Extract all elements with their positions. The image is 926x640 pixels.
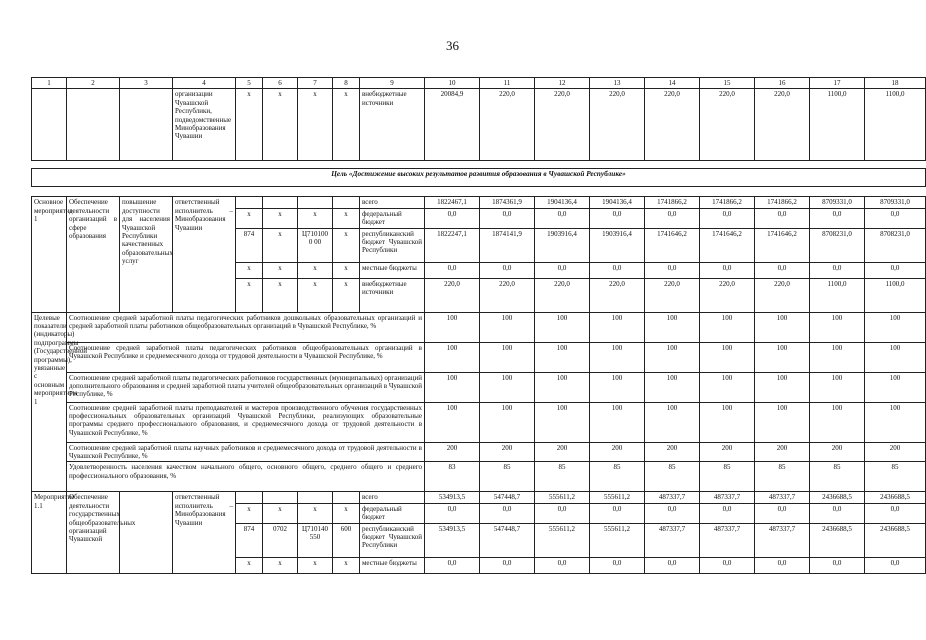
value-cell: 487337,7 <box>645 492 700 503</box>
code-cell: 0702 <box>263 523 298 557</box>
value-cell: 220,0 <box>535 278 590 312</box>
header-row <box>32 78 926 89</box>
indicator-text: Удовлетворенность населения качеством начального общего, основного общего, среднего общего и среднего профессионального образования, % <box>67 462 425 492</box>
goal-heading: Цель «Достижение высоких результатов развития образования в Чувашской Республике» <box>32 169 926 187</box>
value-cell: 555611,2 <box>590 523 645 557</box>
value-cell: 100 <box>700 372 755 402</box>
empty-cell <box>32 89 67 161</box>
value-cell: 1741646,2 <box>645 228 700 262</box>
code-cell: 600 <box>333 523 360 557</box>
indicator-row <box>32 312 926 342</box>
code-cell: x <box>263 89 298 161</box>
value-cell: 100 <box>645 402 700 442</box>
code-cell: x <box>263 557 298 573</box>
code-cell: 874 <box>236 228 263 262</box>
header-cell: 7 <box>298 78 333 89</box>
value-cell: 8708231,0 <box>810 228 865 262</box>
continuation-row <box>32 89 926 161</box>
code-cell: x <box>263 208 298 228</box>
source-cell: республиканский бюджет Чувашской Республики <box>360 228 425 262</box>
empty-cell <box>120 492 173 573</box>
code-cell: x <box>236 208 263 228</box>
value-cell: 487337,7 <box>755 523 810 557</box>
goal-row <box>32 169 926 187</box>
value-cell: 1874361,9 <box>480 197 535 208</box>
value-cell: 100 <box>425 342 480 372</box>
value-cell: 2436688,5 <box>810 492 865 503</box>
indicator-row <box>32 372 926 402</box>
code-cell: x <box>333 262 360 278</box>
code-cell: x <box>298 89 333 161</box>
value-cell: 100 <box>480 372 535 402</box>
value-cell: 220,0 <box>480 89 535 161</box>
value-cell: 1100,0 <box>810 278 865 312</box>
value-cell: 100 <box>865 342 926 372</box>
value-cell: 1822467,1 <box>425 197 480 208</box>
indicator-text: Соотношение средней заработной платы педагогических работников общеобразовательных организаций в Чувашской Республике и среднемесячного дохода от трудовой деятельности в Чувашской Республике, % <box>67 342 425 372</box>
code-cell: x <box>298 208 333 228</box>
value-cell: 100 <box>700 312 755 342</box>
value-cell: 220,0 <box>700 89 755 161</box>
executor-cell: организации Чувашской Республики, подведомственные Минобразования Чувашии <box>173 89 236 161</box>
header-cell: 14 <box>645 78 700 89</box>
empty-cell <box>67 89 120 161</box>
indicator-text: Соотношение средней заработной платы научных работников и среднемесячного дохода от трудовой деятельности в Чувашской Республике, % <box>67 442 425 462</box>
code-cell: Ц710100 0 00 <box>298 228 333 262</box>
value-cell: 100 <box>755 372 810 402</box>
value-cell: 100 <box>425 312 480 342</box>
code-cell: x <box>236 503 263 523</box>
value-cell: 100 <box>865 402 926 442</box>
value-cell: 0,0 <box>480 557 535 573</box>
value-cell: 8709331,0 <box>865 197 926 208</box>
value-cell: 555611,2 <box>535 523 590 557</box>
value-cell: 0,0 <box>480 503 535 523</box>
code-cell <box>298 197 333 208</box>
value-cell: 220,0 <box>590 278 645 312</box>
value-cell: 0,0 <box>590 208 645 228</box>
code-cell <box>333 197 360 208</box>
event-purpose: повышение доступности для населения Чувашской Республики качественных образовательных услуг <box>120 197 173 312</box>
value-cell: 0,0 <box>645 503 700 523</box>
value-cell: 100 <box>755 402 810 442</box>
code-cell: x <box>298 557 333 573</box>
value-cell: 0,0 <box>755 557 810 573</box>
value-cell: 1822247,1 <box>425 228 480 262</box>
value-cell: 100 <box>645 342 700 372</box>
value-cell: 100 <box>480 402 535 442</box>
value-cell: 0,0 <box>755 208 810 228</box>
value-cell: 200 <box>810 442 865 462</box>
code-cell: x <box>333 89 360 161</box>
value-cell: 100 <box>810 402 865 442</box>
value-cell: 85 <box>810 462 865 492</box>
source-cell: федеральный бюджет <box>360 503 425 523</box>
source-cell: всего <box>360 197 425 208</box>
indicator-text: Соотношение средней заработной платы преподавателей и мастеров производственного обучения государственных профессиональных образовательных организаций Чувашской Республики, реализующих образовательные программы среднего профессионального образования, и среднемесячного дохода от трудовой деятельности в Чувашской Республике, % <box>67 402 425 442</box>
table-body <box>32 78 926 574</box>
value-cell: 83 <box>425 462 480 492</box>
value-cell: 0,0 <box>700 557 755 573</box>
value-cell: 85 <box>590 462 645 492</box>
value-cell: 0,0 <box>810 557 865 573</box>
code-cell: x <box>298 503 333 523</box>
value-cell: 0,0 <box>590 262 645 278</box>
code-cell: x <box>333 557 360 573</box>
value-cell: 85 <box>535 462 590 492</box>
value-cell: 534913,5 <box>425 492 480 503</box>
value-cell: 100 <box>755 342 810 372</box>
indicator-row <box>32 442 926 462</box>
indicator-row <box>32 462 926 492</box>
value-cell: 487337,7 <box>700 492 755 503</box>
value-cell: 0,0 <box>700 208 755 228</box>
value-cell: 0,0 <box>865 503 926 523</box>
value-cell: 85 <box>755 462 810 492</box>
code-cell <box>236 492 263 503</box>
value-cell: 220,0 <box>590 89 645 161</box>
source-cell: внебюджетные источники <box>360 278 425 312</box>
value-cell: 1904136,4 <box>535 197 590 208</box>
value-cell: 100 <box>865 372 926 402</box>
code-cell: x <box>263 262 298 278</box>
value-cell: 1741646,2 <box>700 228 755 262</box>
value-cell: 0,0 <box>755 503 810 523</box>
code-cell <box>263 197 298 208</box>
source-cell: местные бюджеты <box>360 262 425 278</box>
value-cell: 100 <box>590 342 645 372</box>
main-event-row <box>32 197 926 208</box>
value-cell: 0,0 <box>425 262 480 278</box>
value-cell: 85 <box>645 462 700 492</box>
value-cell: 487337,7 <box>700 523 755 557</box>
value-cell: 0,0 <box>700 503 755 523</box>
value-cell: 200 <box>645 442 700 462</box>
value-cell: 2436688,5 <box>865 523 926 557</box>
header-cell: 4 <box>173 78 236 89</box>
gap-cell <box>32 187 926 197</box>
value-cell: 0,0 <box>810 208 865 228</box>
value-cell: 1741866,2 <box>645 197 700 208</box>
value-cell: 547448,7 <box>480 492 535 503</box>
value-cell: 0,0 <box>425 557 480 573</box>
gap-row <box>32 187 926 197</box>
value-cell: 0,0 <box>535 503 590 523</box>
value-cell: 0,0 <box>590 503 645 523</box>
value-cell: 100 <box>590 372 645 402</box>
value-cell: 100 <box>480 342 535 372</box>
code-cell: x <box>236 89 263 161</box>
value-cell: 0,0 <box>590 557 645 573</box>
header-cell: 2 <box>67 78 120 89</box>
value-cell: 220,0 <box>535 89 590 161</box>
value-cell: 100 <box>810 312 865 342</box>
header-cell: 15 <box>700 78 755 89</box>
value-cell: 85 <box>700 462 755 492</box>
value-cell: 100 <box>480 312 535 342</box>
value-cell: 85 <box>480 462 535 492</box>
indicator-row <box>32 402 926 442</box>
code-cell: x <box>263 278 298 312</box>
value-cell: 1100,0 <box>810 89 865 161</box>
value-cell: 0,0 <box>755 262 810 278</box>
code-cell: x <box>263 503 298 523</box>
value-cell: 20084,9 <box>425 89 480 161</box>
value-cell: 100 <box>810 372 865 402</box>
value-cell: 100 <box>755 312 810 342</box>
value-cell: 200 <box>700 442 755 462</box>
measure-name: Обеспечение деятельности государственных общеобразовательных организаций Чувашской <box>67 492 120 573</box>
header-cell: 3 <box>120 78 173 89</box>
header-cell: 1 <box>32 78 67 89</box>
value-cell: 0,0 <box>535 557 590 573</box>
value-cell: 534913,5 <box>425 523 480 557</box>
header-cell: 17 <box>810 78 865 89</box>
code-cell <box>333 492 360 503</box>
value-cell: 220,0 <box>755 89 810 161</box>
code-cell: x <box>236 557 263 573</box>
gap-cell <box>32 161 926 169</box>
value-cell: 0,0 <box>865 557 926 573</box>
header-cell: 5 <box>236 78 263 89</box>
value-cell: 200 <box>590 442 645 462</box>
code-cell: x <box>263 228 298 262</box>
value-cell: 1874141,9 <box>480 228 535 262</box>
code-cell: x <box>333 208 360 228</box>
source-cell: внебюджетные источники <box>360 89 425 161</box>
value-cell: 85 <box>865 462 926 492</box>
value-cell: 100 <box>590 402 645 442</box>
page-number: 36 <box>446 38 459 53</box>
code-cell: 874 <box>236 523 263 557</box>
value-cell: 1903916,4 <box>535 228 590 262</box>
event-executor: ответственный исполнитель – Минобразования Чувашии <box>173 197 236 312</box>
value-cell: 1741866,2 <box>755 197 810 208</box>
measure-executor: ответственный исполнитель – Минобразования Чувашии <box>173 492 236 573</box>
value-cell: 2436688,5 <box>810 523 865 557</box>
value-cell: 1100,0 <box>865 89 926 161</box>
value-cell: 200 <box>535 442 590 462</box>
header-cell: 10 <box>425 78 480 89</box>
indicator-text: Соотношение средней заработной платы педагогических работников государственных (муниципальных) организаций дополнительного образования и средней заработной платы учителей общеобразовательных организаций в Чувашской Республике, % <box>67 372 425 402</box>
value-cell: 100 <box>810 342 865 372</box>
value-cell: 220,0 <box>425 278 480 312</box>
value-cell: 0,0 <box>480 208 535 228</box>
indicator-row <box>32 342 926 372</box>
value-cell: 0,0 <box>535 262 590 278</box>
value-cell: 200 <box>755 442 810 462</box>
header-cell: 13 <box>590 78 645 89</box>
measure-row <box>32 492 926 503</box>
value-cell: 0,0 <box>700 262 755 278</box>
value-cell: 220,0 <box>755 278 810 312</box>
code-cell: x <box>298 262 333 278</box>
value-cell: 1904136,4 <box>590 197 645 208</box>
event-name: Обеспечение деятельности организаций в сфере образования <box>67 197 120 312</box>
code-cell: x <box>333 503 360 523</box>
value-cell: 100 <box>590 312 645 342</box>
value-cell: 100 <box>425 372 480 402</box>
value-cell: 200 <box>480 442 535 462</box>
header-cell: 11 <box>480 78 535 89</box>
header-cell: 9 <box>360 78 425 89</box>
source-cell: всего <box>360 492 425 503</box>
code-cell: x <box>333 228 360 262</box>
value-cell: 100 <box>425 402 480 442</box>
value-cell: 100 <box>700 342 755 372</box>
value-cell: 220,0 <box>645 89 700 161</box>
indicators-label: Целевые показатели (индикаторы) подпрограммы (Государственной программы), увязанные с основным мероприятием 1 <box>32 312 67 492</box>
value-cell: 1100,0 <box>865 278 926 312</box>
value-cell: 100 <box>645 312 700 342</box>
value-cell: 1741646,2 <box>755 228 810 262</box>
value-cell: 0,0 <box>865 208 926 228</box>
value-cell: 555611,2 <box>590 492 645 503</box>
value-cell: 200 <box>865 442 926 462</box>
code-cell: x <box>236 278 263 312</box>
header-cell: 12 <box>535 78 590 89</box>
budget-table <box>31 77 926 574</box>
code-cell: x <box>236 262 263 278</box>
measure-label: Мероприятие 1.1 <box>32 492 67 573</box>
value-cell: 8708231,0 <box>865 228 926 262</box>
value-cell: 8709331,0 <box>810 197 865 208</box>
value-cell: 0,0 <box>865 262 926 278</box>
value-cell: 0,0 <box>425 503 480 523</box>
value-cell: 555611,2 <box>535 492 590 503</box>
value-cell: 220,0 <box>645 278 700 312</box>
value-cell: 0,0 <box>425 208 480 228</box>
value-cell: 100 <box>535 342 590 372</box>
value-cell: 0,0 <box>645 557 700 573</box>
source-cell: местные бюджеты <box>360 557 425 573</box>
value-cell: 547448,7 <box>480 523 535 557</box>
value-cell: 100 <box>535 372 590 402</box>
value-cell: 100 <box>535 312 590 342</box>
header-cell: 16 <box>755 78 810 89</box>
value-cell: 0,0 <box>810 503 865 523</box>
value-cell: 100 <box>535 402 590 442</box>
value-cell: 0,0 <box>810 262 865 278</box>
value-cell: 487337,7 <box>645 523 700 557</box>
value-cell: 1903916,4 <box>590 228 645 262</box>
value-cell: 100 <box>865 312 926 342</box>
value-cell: 487337,7 <box>755 492 810 503</box>
value-cell: 0,0 <box>480 262 535 278</box>
header-cell: 8 <box>333 78 360 89</box>
code-cell <box>263 492 298 503</box>
empty-cell <box>120 89 173 161</box>
source-cell: республиканский бюджет Чувашской Республики <box>360 523 425 557</box>
event-label: Основное мероприятие 1 <box>32 197 67 312</box>
gap-row <box>32 161 926 169</box>
code-cell: x <box>333 278 360 312</box>
source-cell: федеральный бюджет <box>360 208 425 228</box>
code-cell <box>298 492 333 503</box>
code-cell: Ц710140 550 <box>298 523 333 557</box>
value-cell: 220,0 <box>480 278 535 312</box>
header-cell: 6 <box>263 78 298 89</box>
code-cell <box>236 197 263 208</box>
value-cell: 200 <box>425 442 480 462</box>
value-cell: 220,0 <box>700 278 755 312</box>
value-cell: 100 <box>700 402 755 442</box>
value-cell: 100 <box>645 372 700 402</box>
value-cell: 0,0 <box>645 262 700 278</box>
value-cell: 0,0 <box>645 208 700 228</box>
code-cell: x <box>298 278 333 312</box>
value-cell: 1741866,2 <box>700 197 755 208</box>
indicator-text: Соотношение средней заработной платы педагогических работников дошкольных образовательных организаций и средней заработной платы работников общеобразовательных организаций в Чувашской Республике, % <box>67 312 425 342</box>
header-cell: 18 <box>865 78 926 89</box>
value-cell: 0,0 <box>535 208 590 228</box>
value-cell: 2436688,5 <box>865 492 926 503</box>
